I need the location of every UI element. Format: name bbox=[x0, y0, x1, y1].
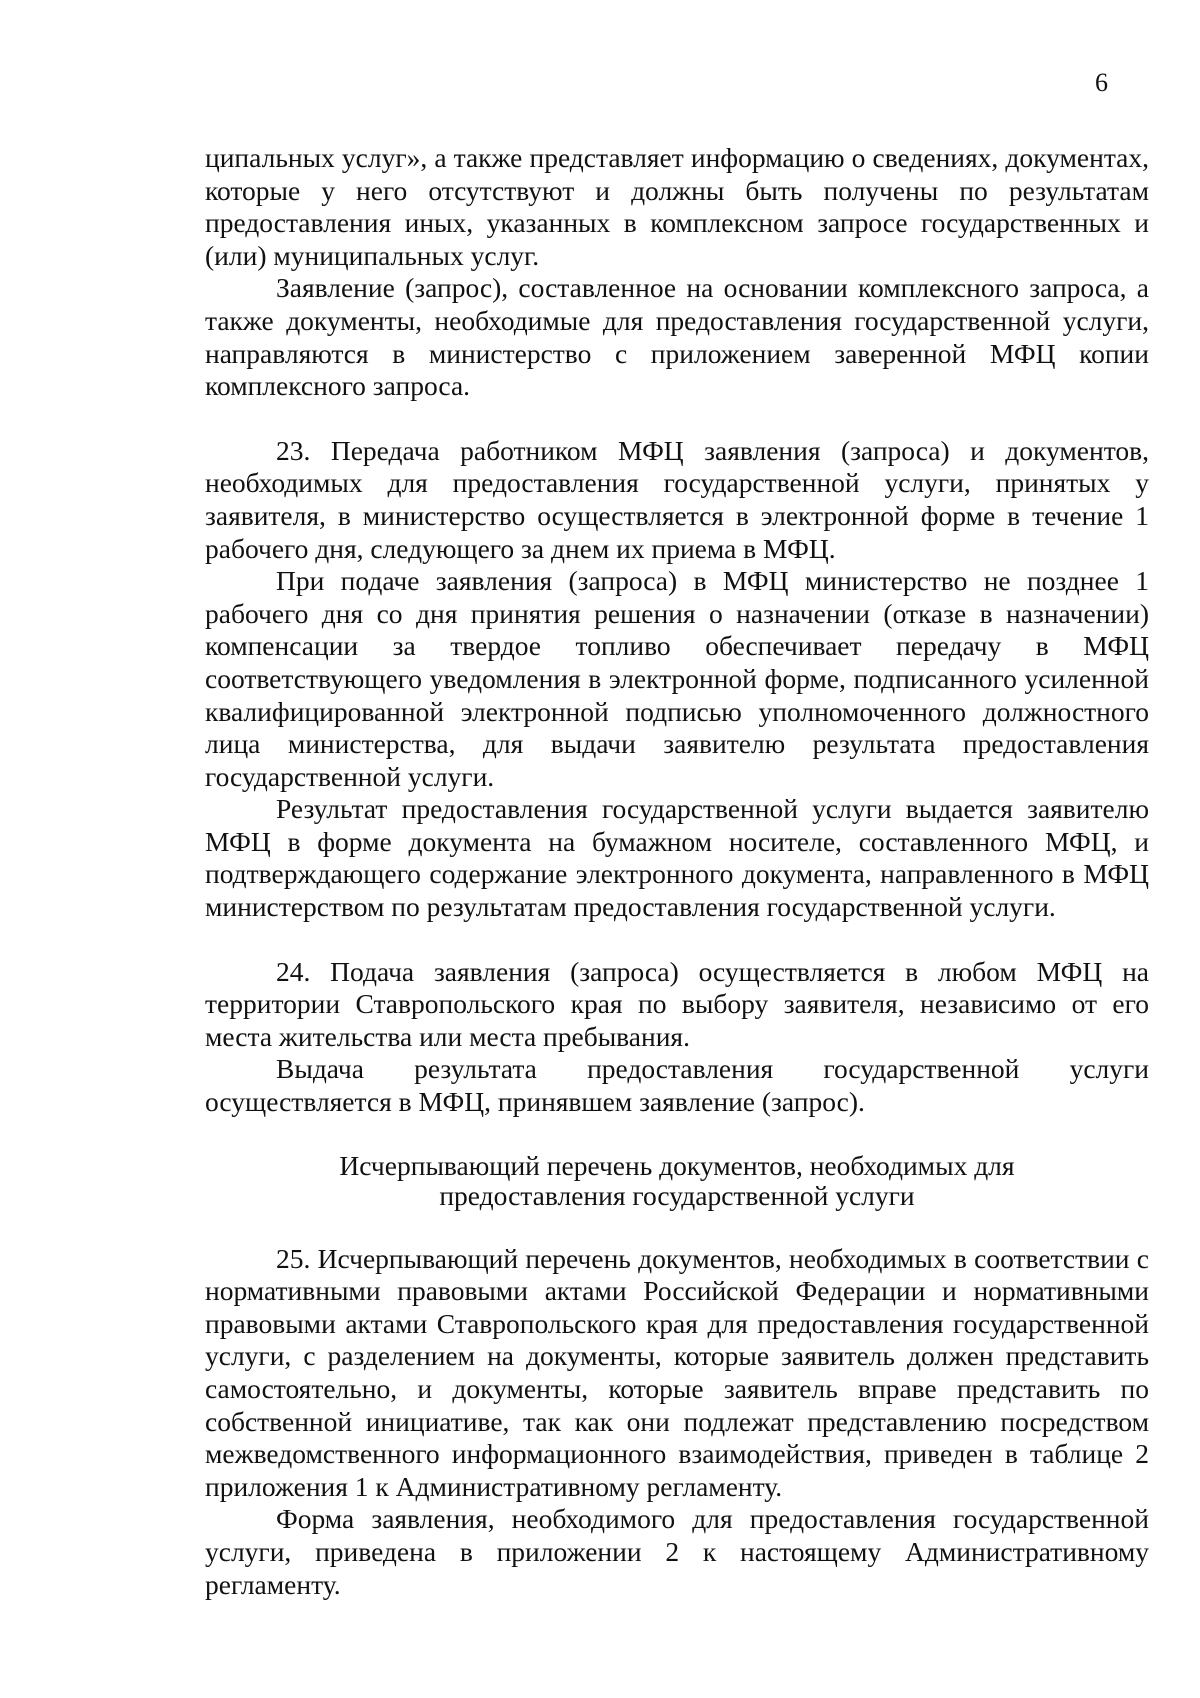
section-heading-line-2: предоставления государственной услуги bbox=[439, 1179, 915, 1211]
paragraph-result-delivery: Выдача результата предоставления государственной услуги осуществляется в МФЦ, принявшем заявление (запрос). bbox=[205, 1053, 1149, 1118]
paragraph-application-form: Форма заявления, необходимого для предоставления государственной услуги, приведена в приложении 2 к настоящему Административному регламенту. bbox=[205, 1503, 1149, 1600]
section-heading-line-1: Исчерпывающий перечень документов, необходимых для bbox=[339, 1149, 1015, 1181]
paragraph-item-25: 25. Исчерпывающий перечень документов, необходимых в соответствии с нормативными правовыми актами Российской Федерации и нормативными правовыми актами Ставропольского края для предоставления государственной услуги, с разделением на документы, которые заявитель должен представить самостоятельно, и документы, которые заявитель вправе представить по собственной инициативе, так как они подлежат представлению посредством межведомственного информационного взаимодействия, приведен в таблице 2 приложения 1 к Административному регламенту. bbox=[205, 1242, 1149, 1502]
paragraph-result-issuance: Результат предоставления государственной услуги выдается заявителю МФЦ в форме документа на бумажном носителе, составленного МФЦ, и подтверждающего содержание электронного документа, направленного в МФЦ министерством по результатам предоставления государственной услуги. bbox=[205, 793, 1149, 923]
paragraph-notification: При подаче заявления (запроса) в МФЦ министерство не позднее 1 рабочего дня со дня принятия решения о назначении (отказе в назначении) компенсации за твердое топливо обеспечивает передачу в МФЦ соответствующего уведомления в электронной форме, подписанного усиленной квалифицированной электронной подписью уполномоченного должностного лица министерства, для выдачи заявителю результата предоставления государственной услуги. bbox=[205, 565, 1149, 792]
document-body bbox=[205, 142, 1149, 1601]
page-number: 6 bbox=[1095, 68, 1108, 97]
section-heading bbox=[205, 1151, 1149, 1211]
paragraph-item-23: 23. Передача работником МФЦ заявления (запроса) и документов, необходимых для предоставления государственной услуги, принятых у заявителя, в министерство осуществляется в электронной форме в течение 1 рабочего дня, следующего за днем их приема в МФЦ. bbox=[205, 434, 1149, 564]
paragraph-item-24: 24. Подача заявления (запроса) осуществляется в любом МФЦ на территории Ставропольского края по выбору заявителя, независимо от его места жительства или места пребывания. bbox=[205, 955, 1149, 1052]
paragraph-continuation: ципальных услуг», а также представляет информацию о сведениях, документах, которые у него отсутствуют и должны быть получены по результатам предоставления иных, указанных в комплексном запросе государственных и (или) муниципальных услуг. bbox=[205, 142, 1149, 271]
paragraph-complex-request: Заявление (запрос), составленное на основании комплексного запроса, а также документы, необходимые для предоставления государственной услуги, направляются в министерство с приложением заверенной МФЦ копии комплексного запроса. bbox=[205, 272, 1149, 402]
